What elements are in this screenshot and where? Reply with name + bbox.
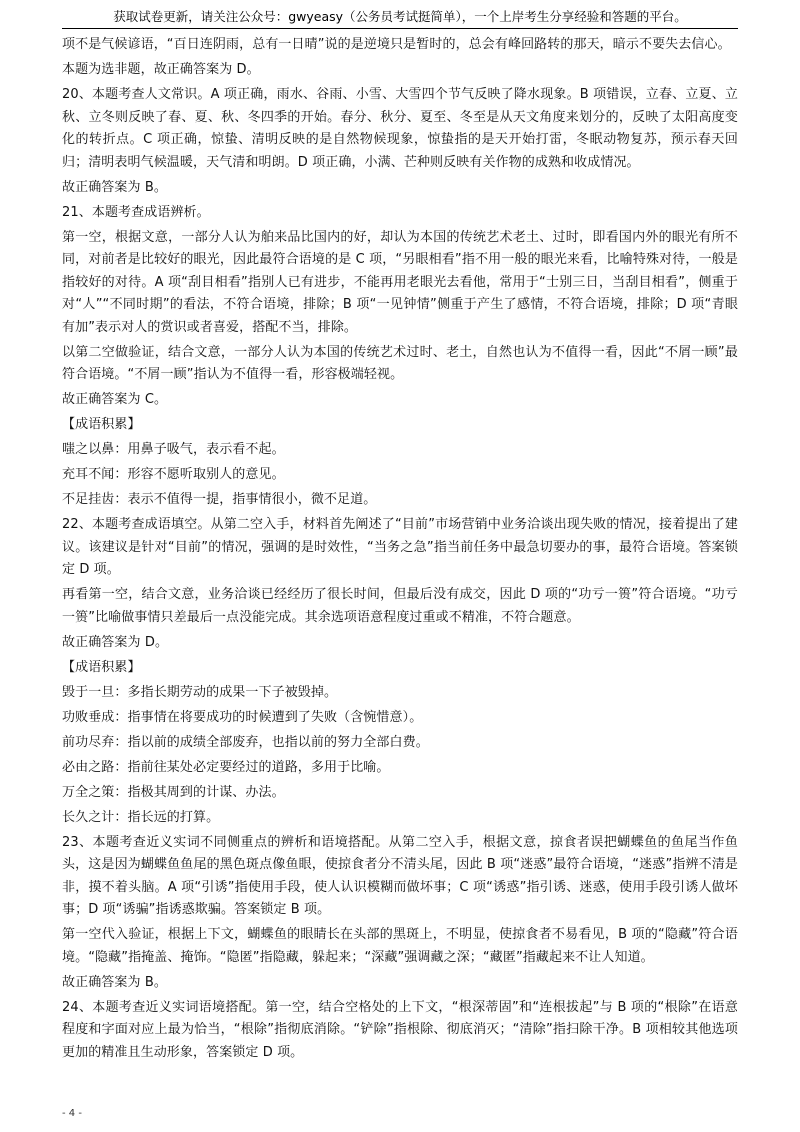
paragraph: 20、本题考查人文常识。A 项正确，雨水、谷雨、小雪、大雪四个节气反映了降水现象。B 项错误，立春、立夏、立秋、立冬则反映了春、夏、秋、冬四季的开始。春分、秋分、夏至、冬至是从天文角度来划分的，反映了太阳高度变化的转折点。C 项正确，惊蛰、清明反映的是自然物候现象，惊蛰指的是天开始打雷，冬眠动物复苏，预示春天回归；清明表明气候温暖，天气清和明朗。D 项正确，小满、芒种则反映有关作物的成熟和收成情况。 bbox=[62, 87, 738, 170]
paragraph: 第一空，根据文意，一部分人认为舶来品比国内的好，却认为本国的传统艺术老土、过时，即看国内外的眼光有所不同，对前者是比较好的眼光，因此最符合语境的是 C 项，“另眼相看”指不用一般的眼光来看，比喻特殊对待，一般是指较好的对待。A 项“刮目相看”指别人已有进步，不能再用老眼光去看他，常用于“士别三日，当刮目相看”，侧重于对“人”“不同时期”的看法，不符合语境，排除；B 项“一见钟情”侧重于产生了感情，不符合语境，排除；D 项“青眼有加”表示对人的赏识或者喜爱，搭配不当，排除。 bbox=[62, 229, 738, 335]
paragraph: 充耳不闻：形容不愿听取别人的意见。 bbox=[62, 467, 285, 482]
paragraph: 嗤之以鼻：用鼻子吸气，表示看不起。 bbox=[62, 442, 285, 457]
paragraph: 22、本题考查成语填空。从第二空入手，材料首先阐述了“目前”市场营销中业务洽谈出现失败的情况，接着提出了建议。该建议是针对“目前”的情况，强调的是时效性，“当务之急”指当前任务中最急切要办的事，最符合语境。答案锁定 D 项。 bbox=[62, 517, 738, 577]
section-heading: 【成语积累】 bbox=[62, 417, 141, 432]
paragraph: 第一空代入验证，根据上下文，蝴蝶鱼的眼睛长在头部的黑斑上，不明显，使掠食者不易看见，B 项的“隐藏”符合语境。“隐藏”指掩盖、掩饰。“隐匿”指隐藏，躲起来；“深藏”强调藏之深；“藏匿”指藏起来不让人知道。 bbox=[62, 927, 738, 965]
paragraph: 再看第一空，结合文意，业务洽谈已经经历了很长时间，但最后没有成交，因此 D 项的“功亏一篑”符合语境。“功亏一篑”比喻做事情只差最后一点没能完成。其余选项语意程度过重或不精准，不符合题意。 bbox=[62, 587, 738, 625]
paragraph: 长久之计：指长远的打算。 bbox=[62, 809, 220, 825]
section-heading: 【成语积累】 bbox=[62, 659, 141, 675]
paragraph: 项不是气候谚语，“百日连阴雨，总有一日晴”说的是逆境只是暂时的，总会有峰回路转的那天，暗示不要失去信心。 bbox=[62, 37, 731, 52]
paragraph: 毁于一旦：多指长期劳动的成果一下子被毁掉。 bbox=[62, 684, 338, 700]
paragraph: 本题为选非题，故正确答案为 D。 bbox=[62, 62, 260, 77]
page-number: - 4 - bbox=[62, 1108, 82, 1119]
paragraph: 24、本题考查近义实词语境搭配。第一空，结合空格处的上下文，“根深蒂固”和“连根拔起”与 B 项的“根除”在语意程度和字面对应上最为恰当，“根除”指彻底消除。“铲除”指根除、彻底消灭；“清除”指扫除干净。B 项相较其他选项更加的精准且生动形象，答案锁定 D 项。 bbox=[62, 999, 738, 1060]
paragraph: 故正确答案为 C。 bbox=[62, 392, 168, 407]
paragraph: 21、本题考查成语辨析。 bbox=[62, 204, 210, 220]
paragraph: 必由之路：指前往某处必定要经过的道路，多用于比喻。 bbox=[62, 759, 390, 775]
paragraph: 故正确答案为 D。 bbox=[62, 634, 169, 650]
paragraph: 故正确答案为 B。 bbox=[62, 179, 167, 195]
header-banner: 获取试卷更新，请关注公众号：gwyeasy（公务员考试挺简单），一个上岸考生分享经验和答题的平台。 bbox=[62, 6, 738, 29]
paragraph: 23、本题考查近义实词不同侧重点的辨析和语境搭配。从第二空入手，根据文意，掠食者误把蝴蝶鱼的鱼尾当作鱼头，这是因为蝴蝶鱼鱼尾的黑色斑点像鱼眼，使掠食者分不清头尾，因此 B 项“迷惑”最符合语境，“迷惑”指辨不清是非，摸不着头脑。A 项“引诱”指使用手段，使人认识模糊而做坏事；C 项“诱惑”指引诱、迷惑，使用手段引诱人做坏事；D 项“诱骗”指诱惑欺骗。答案锁定 B 项。 bbox=[62, 834, 738, 917]
paragraph: 万全之策：指极其周到的计谋、办法。 bbox=[62, 784, 285, 800]
paragraph: 故正确答案为 B。 bbox=[62, 974, 167, 990]
paragraph: 不足挂齿：表示不值得一提，指事情很小，微不足道。 bbox=[62, 492, 377, 507]
paragraph: 功败垂成：指事情在将要成功的时候遭到了失败（含惋惜意）。 bbox=[62, 709, 423, 725]
paragraph: 前功尽弃：指以前的成绩全部废弃，也指以前的努力全部白费。 bbox=[62, 734, 429, 750]
paragraph: 以第二空做验证，结合文意，一部分人认为本国的传统艺术过时、老土，自然也认为不值得一看，因此“不屑一顾”最符合语境。“不屑一顾”指认为不值得一看，形容极端轻视。 bbox=[62, 344, 738, 382]
content-body bbox=[62, 34, 738, 1067]
